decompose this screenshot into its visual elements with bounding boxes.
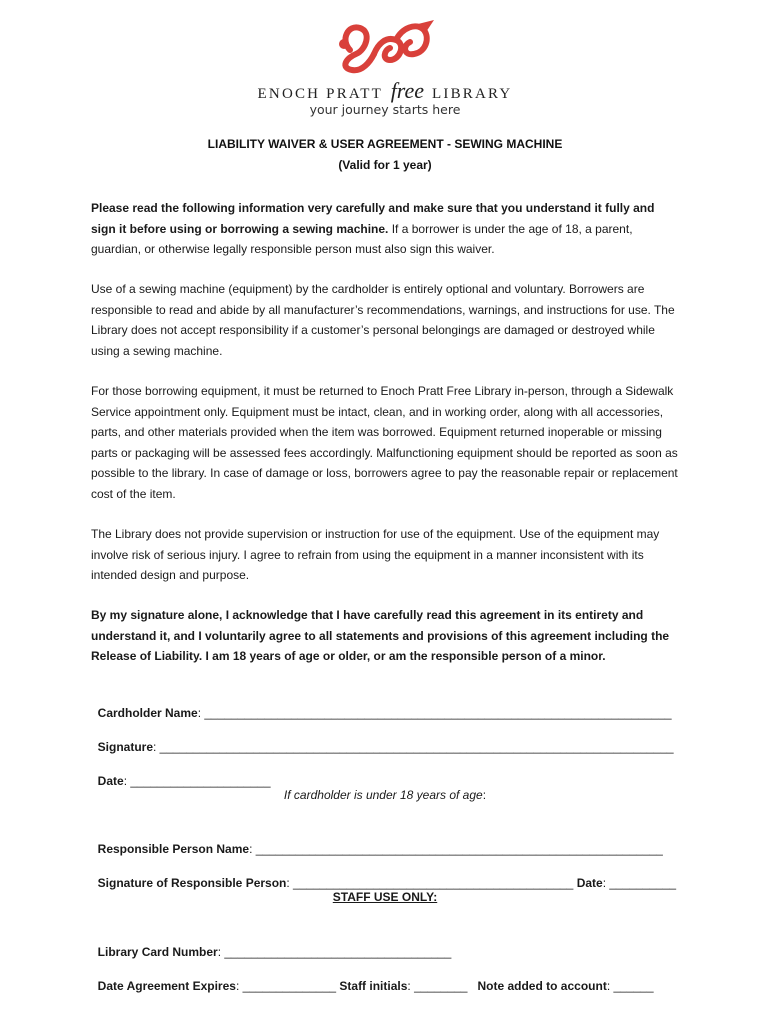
responsible-person-name-field[interactable] [91,822,663,858]
intro-bold-text: Please read the following information very carefully and make sure that you understand it fully and sign it before using or borrowing a sewing machine. [91,201,655,236]
intro-text: If a borrower is under the age of 18, a parent, guardian, or otherwise legally responsible person must also sign this waiver. [91,221,633,256]
paragraph-acknowledgement: By my signature alone, I acknowledge that I have carefully read this agreement in its entirety and understand it, and I voluntarily agree to all statements and provisions of this agreement including the Release of Liability. I am 18 years of age or older, or am the responsible person of a minor. [91,608,670,663]
library-card-number-line[interactable]: : __________________________________ [217,945,452,959]
paragraph-usage: Use of a sewing machine (equipment) by the cardholder is entirely optional and voluntary. Borrowers are responsible to read and abide by all manufacturer’s recommendations, warnings, and instructions for use. The Library does not accept responsibility if a customer’s personal belongings are damaged or destroyed while using a sewing machine. [91,282,675,358]
brand-free: free [390,78,425,103]
agreement-expires-label: Date Agreement Expires [97,979,236,993]
library-brand-name [0,78,770,104]
note-added-line[interactable]: : ______ [606,979,654,993]
cardholder-name-label: Cardholder Name [97,706,198,720]
library-logo [0,10,770,76]
tagline: your journey starts here [309,102,461,117]
responsible-signature-field[interactable] [91,856,676,892]
staff-initials-label: Staff initials [339,979,408,993]
paragraph-supervision: The Library does not provide supervision or instruction for use of the equipment. Use of the equipment may involve risk of serious injury. I agree to refrain from using the equipment in a manner inconsistent with its intended design and purpose. [91,527,660,582]
signature-field[interactable] [91,720,674,756]
brand-left: ENOCH PRATT [257,86,383,102]
cardholder-name-field[interactable] [91,686,672,722]
responsible-signature-label: Signature of Responsible Person [97,876,287,890]
responsible-date-label: Date [576,876,603,890]
cardholder-name-line[interactable]: : ______________________________________________________________________ [197,706,672,720]
staff-fields-row[interactable] [91,959,654,995]
responsible-person-name-line[interactable]: : _____________________________________________________________ [249,842,663,856]
paragraph-intro [91,198,681,260]
document-title: LIABILITY WAIVER & USER AGREEMENT - SEWING MACHINE [207,137,563,151]
date-label: Date [97,774,124,788]
agreement-expires-line[interactable]: : ______________ [235,979,340,993]
date-field[interactable] [91,754,271,790]
responsible-signature-line[interactable]: : __________________________________________ [286,876,577,890]
minor-note-colon: : [482,788,487,802]
responsible-person-name-label: Responsible Person Name [97,842,250,856]
staff-use-heading: STAFF USE ONLY: [332,890,438,904]
minor-note-text: If cardholder is under 18 years of age [283,788,483,802]
signature-label: Signature [97,740,154,754]
library-card-number-label: Library Card Number [97,945,218,959]
staff-initials-line[interactable]: : ________ [407,979,478,993]
brand-right: LIBRARY [432,86,513,102]
date-line[interactable]: : _____________________ [123,774,271,788]
library-card-number-field[interactable] [91,925,451,961]
signature-line[interactable]: : _____________________________________________________________________________ [153,740,674,754]
document-subtitle: (Valid for 1 year) [338,158,432,172]
responsible-date-line[interactable]: : __________ [602,876,677,890]
paragraph-return-policy: For those borrowing equipment, it must be returned to Enoch Pratt Free Library in-person, through a Sidewalk Service appointment only. Equipment must be intact, clean, and in working order, along with all accessories, parts, and other materials provided when the item was borrowed. Equipment returned inoperable or missing parts or packaging will be assessed fees accordingly. Malfunctioning equipment should be reported as soon as possible to the library. In case of damage or loss, borrowers agree to pay the reasonable repair or replacement cost of the item. [91,384,678,501]
note-added-label: Note added to account [477,979,607,993]
minor-note [0,788,770,802]
swirl-logo-icon [330,10,440,76]
